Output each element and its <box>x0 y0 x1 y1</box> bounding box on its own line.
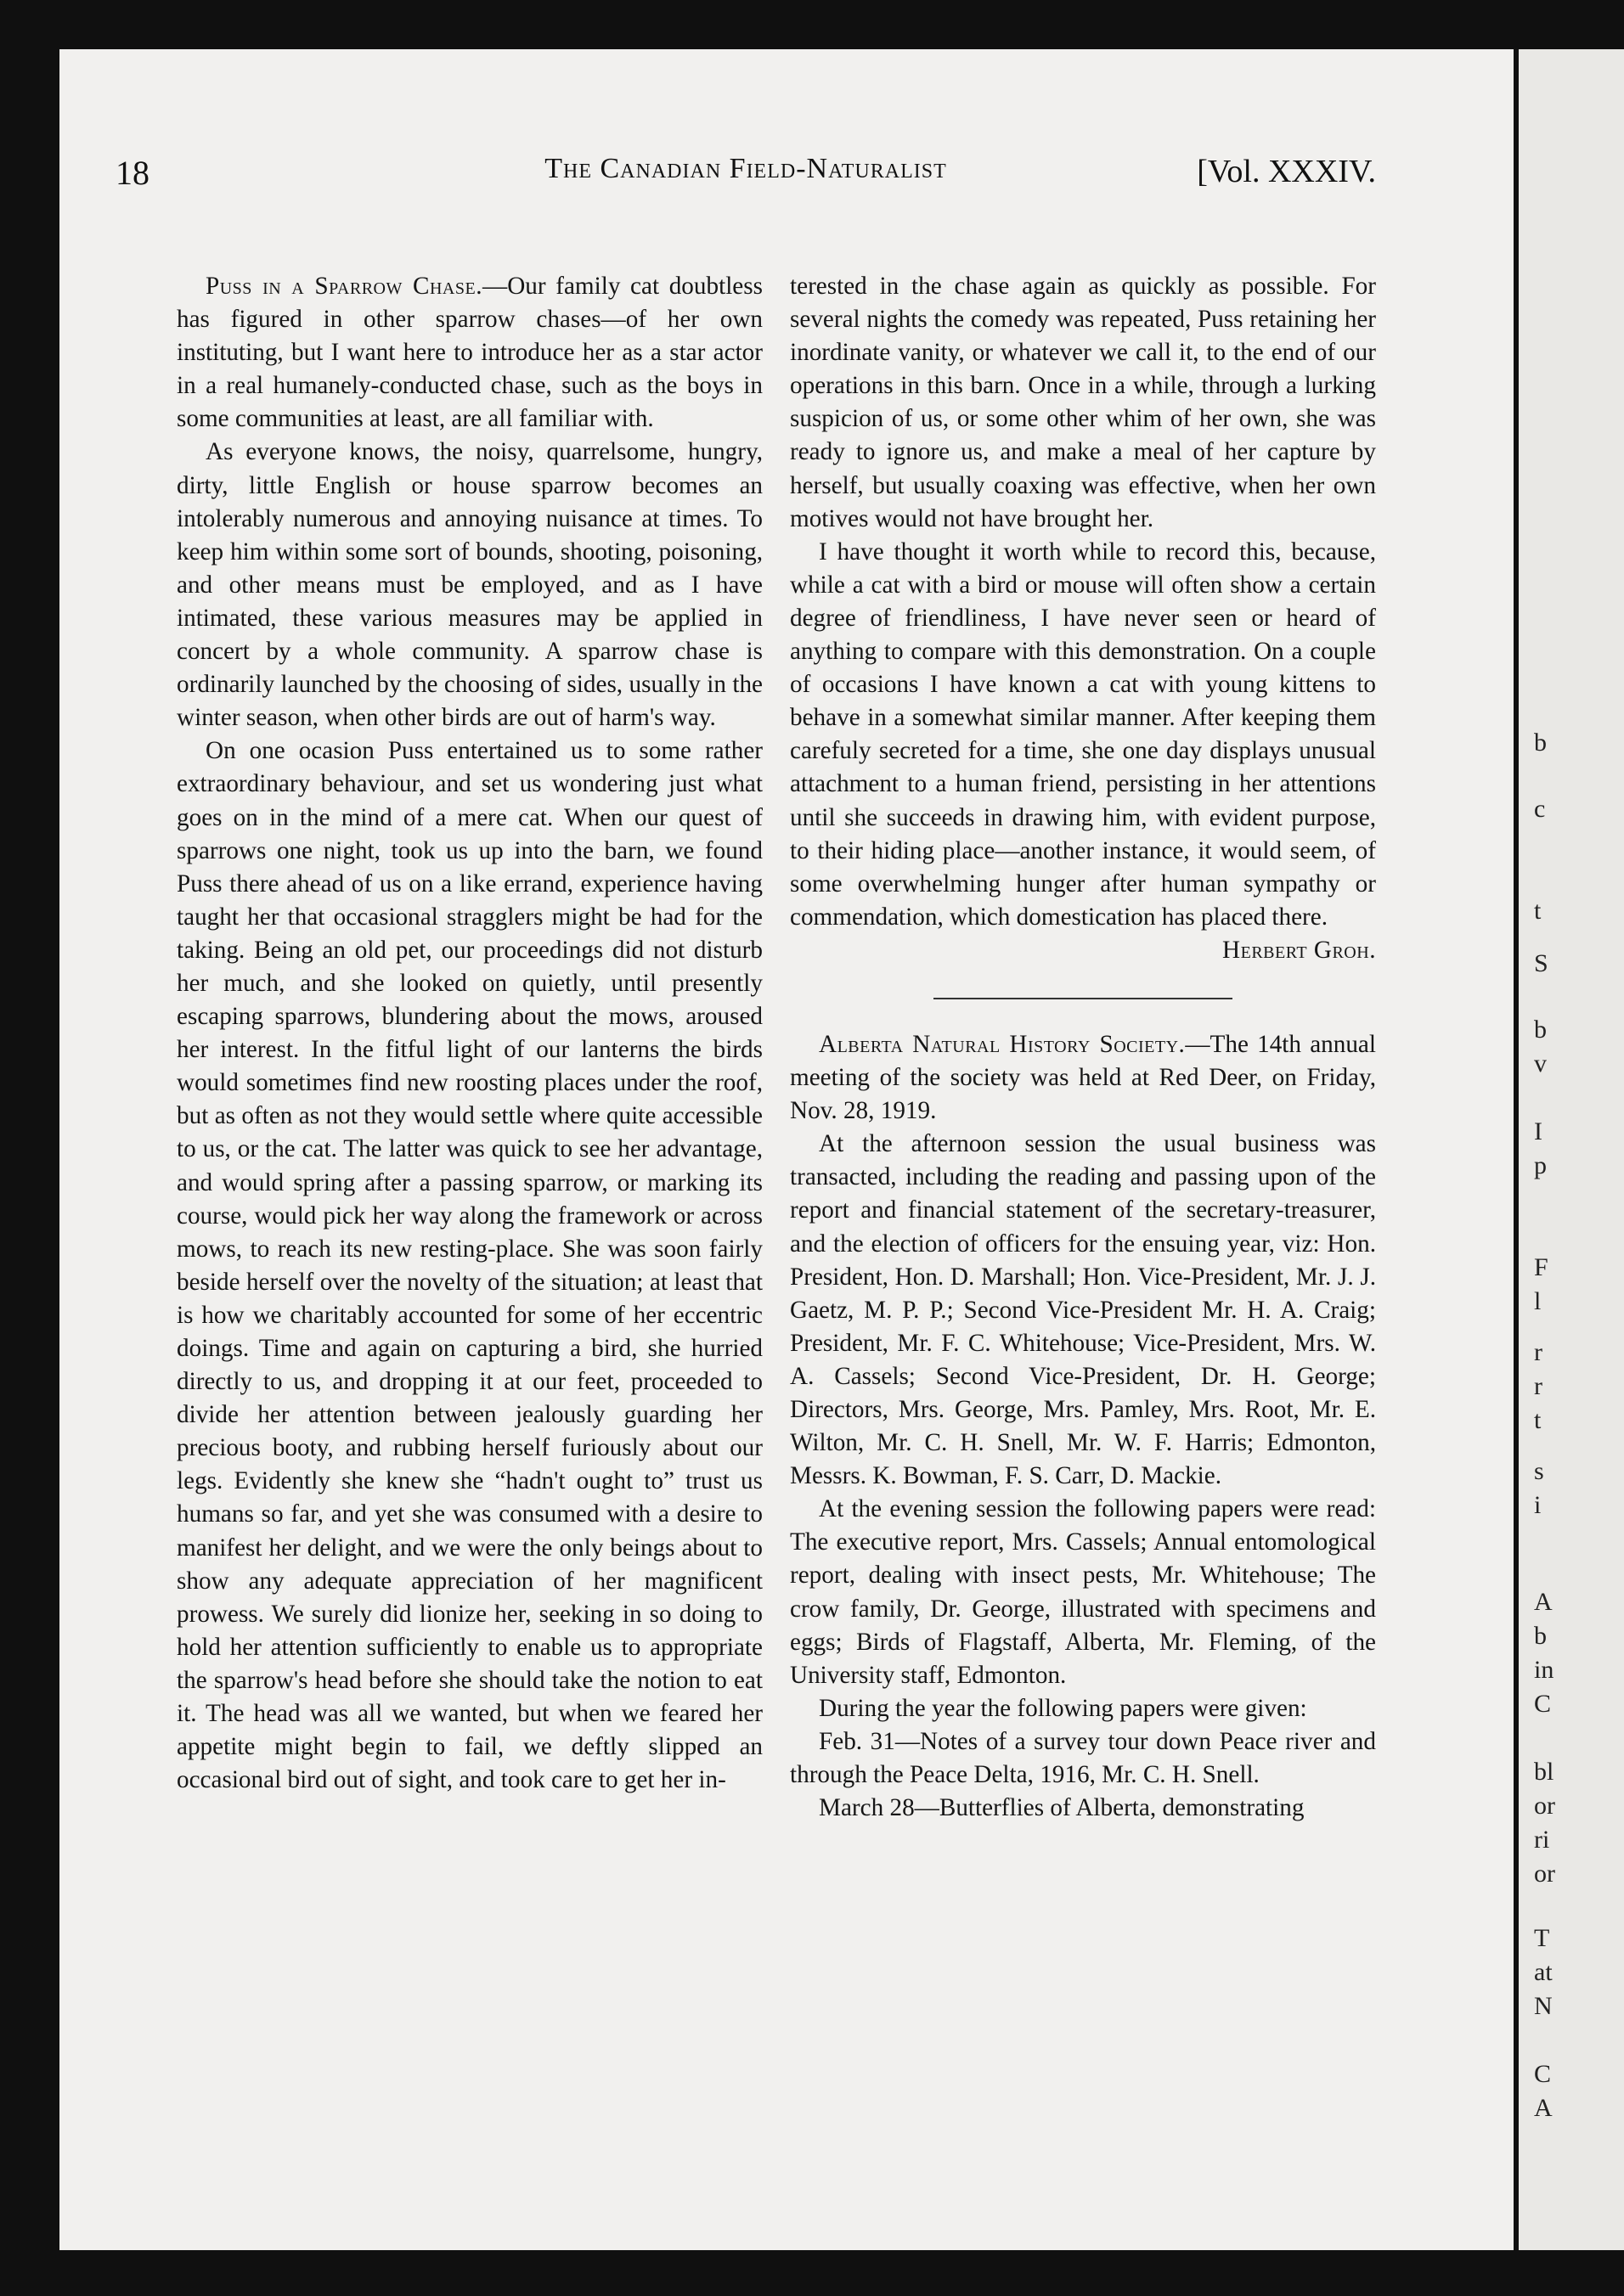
adjacent-fragment: F <box>1534 1253 1548 1281</box>
article-paragraph: On one ocasion Puss entertained us to some rather extraordinary behaviour, and set us wondering just what goes on in the mind of a mere cat. When our quest of sparrows one night, took us up into the barn, we found Puss there ahead of us on a like errand, experience having taught her that occasional stragglers might be had for the taking. Being an old pet, our proceedings did not disturb her much, and she looked on quietly, until presently escaping sparrows, blundering about the mows, aroused her interest. In the fitful light of our lanterns the birds would sometimes find new roosting places under the roof, but as often as not they would settle where quite accessible to us, or the cat. The latter was quick to see her advantage, and would spring after a passing sparrow, or marking its course, would pick her way along the framework or across mows, to reach its new resting-place. She was soon fairly beside herself over the novelty of the situation; at least that is how we charitably accounted for some of her eccentric doings. Time and again on capturing a bird, she hurried directly to us, and dropping it at our feet, proceeded to divide her attention between jealously guarding her precious booty, and rubbing herself furiously about our legs. Evidently she knew she “hadn't ought to” trust us humans so far, and yet she was consumed with a desire to manifest her delight, and we were the only beings about to show any adequate appreciation of her magnificent prowess. We surely did lionize her, seeking in so doing to hold her attention sufficiently to enable us to appropriate the sparrow's head before she should take the notion to eat it. The head was all we wanted, but when we feared her appetite might begin to fail, we deftly slipped an occasional bird out of sight, and took care to get her in- <box>177 737 763 1794</box>
adjacent-fragment: at <box>1534 1958 1553 1986</box>
author-signature: Herbert Groh. <box>1222 936 1376 964</box>
adjacent-fragment: A <box>1534 2094 1553 2122</box>
page-number: 18 <box>116 154 149 192</box>
section-divider <box>933 998 1232 999</box>
adjacent-fragment: l <box>1534 1287 1542 1315</box>
left-column <box>177 270 763 1797</box>
article-paragraph: As everyone knows, the noisy, quarrelsome, hungry, dirty, little English or house sparrow becomes an intolerably numerous and annoying nuisance at times. To keep him within some sort of bounds, shooting, poisoning, and other means must be employed, and as I have intimated, these various measures may be applied in concert by a whole community. A sparrow chase is ordinarily launched by the choosing of sides, usually in the winter season, when other birds are out of harm's way. <box>177 438 763 732</box>
adjacent-fragment: b <box>1534 1622 1547 1650</box>
adjacent-page-edge <box>1514 49 1624 2250</box>
adjacent-fragment: N <box>1534 1992 1553 2020</box>
volume-label: [Vol. XXXIV. <box>1197 154 1376 189</box>
article-title: Alberta Natural History Society. <box>819 1030 1186 1058</box>
journal-title: The Canadian Field-Naturalist <box>544 153 947 184</box>
right-column <box>790 270 1376 1825</box>
adjacent-fragment: S <box>1534 949 1548 977</box>
adjacent-fragment: A <box>1534 1588 1553 1616</box>
article-paragraph: terested in the chase again as quickly as possible. For several nights the comedy was repeated, Puss retaining her inordinate vanity, or whatever we call it, to the end of our operations in this barn. Once in a while, through a lurking suspicion of us, or some other whim of her own, she was ready to ignore us, and make a meal of her capture by herself, but usually coaxing was effective, when her own motives would not have brought her. <box>790 273 1376 532</box>
adjacent-fragment: C <box>1534 2060 1552 2088</box>
article-paragraph: I have thought it worth while to record this, because, while a cat with a bird or mouse will often show a certain degree of friendliness, I have never seen or heard of anything to compare with this demonstration. On a couple of occasions I have known a cat with young kittens to behave in a somewhat similar manner. After keeping them carefuly secreted for a time, she one day displays unusual attachment to a human friend, persisting in her attentions until she succeeds in drawing him, with evident purpose, to their hiding place—another instance, it would seem, of some overwhelming hunger after human sympathy or commendation, which domestication has placed there. <box>790 537 1376 931</box>
adjacent-fragment: ri <box>1534 1826 1550 1854</box>
article-paragraph: During the year the following papers were given: <box>819 1694 1307 1722</box>
article-paragraph: At the evening session the following papers were read: The executive report, Mrs. Cassels; Annual entomological report, dealing with insect pests, Mr. Whitehouse; The crow family, Dr. George, illustrated with specimens and eggs; Birds of Flagstaff, Alberta, Mr. Fleming, of the University staff, Edmonton. <box>790 1495 1376 1689</box>
adjacent-fragment: or <box>1534 1860 1555 1888</box>
article-paragraph: At the afternoon session the usual business was transacted, including the reading and passing upon of the report and financial statement of the secretary-treasurer, and the election of officers for the ensuing year, viz: Hon. President, Hon. D. Marshall; Hon. Vice-President, Mr. J. J. Gaetz, M. P. P.; Second Vice-President Mr. H. A. Craig; President, Mr. F. C. Whitehouse; Vice-President, Mrs. W. A. Cassels; Second Vice-President, Dr. H. George; Directors, Mrs. George, Mrs. Pamley, Mrs. Root, Mr. E. Wilton, Mr. C. H. Snell, Mr. W. F. Harris; Edmonton, Messrs. K. Bowman, F. S. Carr, D. Mackie. <box>790 1130 1376 1490</box>
article-text: —Our family cat doubtless has figured in other sparrow chases—of her own instituting, but I want here to introduce her as a star actor in a real humanely-conducted chase, such as the boys in some communities at least, are all familiar with. <box>177 273 763 433</box>
adjacent-fragment: t <box>1534 897 1542 925</box>
article-title: Puss in a Sparrow Chase. <box>206 273 482 300</box>
article-paragraph <box>177 270 763 436</box>
adjacent-fragment: s <box>1534 1457 1544 1485</box>
adjacent-fragment: bl <box>1534 1758 1554 1786</box>
article-paragraph: March 28—Butterflies of Alberta, demonstrating <box>819 1794 1305 1822</box>
adjacent-fragment: b <box>1534 729 1547 757</box>
adjacent-fragment: i <box>1534 1491 1542 1519</box>
article-text: —The 14th annual meeting of the society was held at Red Deer, on Friday, Nov. 28, 1919. <box>790 1030 1376 1125</box>
adjacent-fragment: c <box>1534 795 1546 823</box>
adjacent-fragment: b <box>1534 1016 1547 1044</box>
running-header <box>116 153 1376 221</box>
adjacent-fragment: t <box>1534 1406 1542 1434</box>
adjacent-fragment: C <box>1534 1690 1552 1718</box>
adjacent-fragment: r <box>1534 1372 1542 1400</box>
adjacent-fragment: I <box>1534 1117 1542 1145</box>
adjacent-fragment: T <box>1534 1924 1550 1952</box>
adjacent-fragment: in <box>1534 1656 1554 1684</box>
adjacent-fragment: p <box>1534 1151 1547 1179</box>
article-paragraph <box>790 1028 1376 1128</box>
adjacent-fragment: or <box>1534 1792 1555 1820</box>
adjacent-fragment: v <box>1534 1050 1547 1078</box>
article-paragraph: Feb. 31—Notes of a survey tour down Peace river and through the Peace Delta, 1916, Mr. C. H. Snell. <box>790 1727 1376 1789</box>
adjacent-fragment: r <box>1534 1338 1542 1366</box>
